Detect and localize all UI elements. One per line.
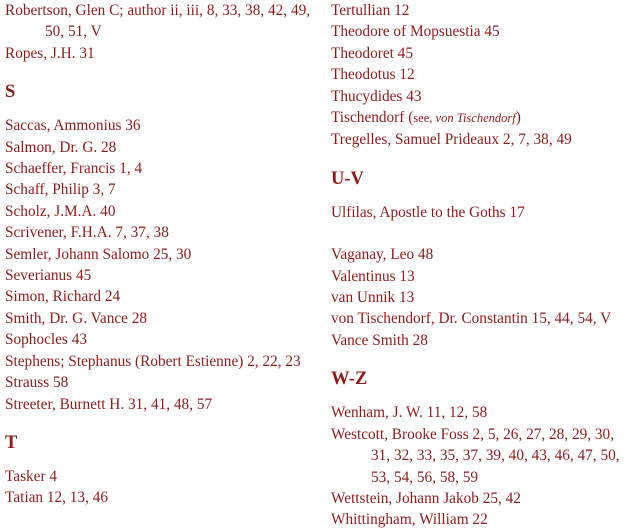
index-entry: Simon, Richard 24 <box>5 288 121 306</box>
index-entry: von Tischendorf, Dr. Constantin 15, 44, 54, V <box>331 310 612 328</box>
index-entry: Tasker 4 <box>5 467 58 485</box>
index-entry: Schaff, Philip 3, 7 <box>5 181 116 199</box>
index-entry: Salmon, Dr. G. 28 <box>5 138 117 156</box>
index-entry: Thucydides 43 <box>331 87 422 105</box>
index-entry: Tertullian 12 <box>331 2 410 19</box>
section-heading-uv: U-V <box>331 168 364 189</box>
index-entry: Smith, Dr. G. Vance 28 <box>5 309 148 327</box>
index-entry: Schaeffer, Francis 1, 4 <box>5 160 143 178</box>
entry-name: Tischendorf ( <box>331 109 414 127</box>
index-entry: Wenham, J. W. 11, 12, 58 <box>331 404 488 422</box>
index-entry: Whittingham, William 22 <box>331 511 488 529</box>
index-entry: Ropes, J.H. 31 <box>5 44 95 62</box>
section-heading-wz: W-Z <box>331 369 368 390</box>
index-entry: Strauss 58 <box>5 374 69 392</box>
spacer <box>331 223 631 244</box>
section-heading-t: T <box>5 432 18 453</box>
index-entry: Vaganay, Leo 48 <box>331 246 434 264</box>
index-entry: Westcott, Brooke Foss 2, 5, 26, 27, 28, 29, 30, 31, 32, 33, 35, 37, 39, 40, 43, 46, 47, 50, 53, 54, 56, 58, 59 <box>331 425 620 486</box>
index-entry: Stephens; Stephanus (Robert Estienne) 2, 22, 23 <box>5 352 301 370</box>
index-entry: Ulfilas, Apostle to the Goths 17 <box>331 203 525 221</box>
index-entry: Scrivener, F.H.A. 7, 37, 38 <box>5 224 169 242</box>
right-column <box>331 0 631 531</box>
index-entry: Tatian 12, 13, 46 <box>5 489 109 507</box>
index-entry: Theodotus 12 <box>331 66 415 84</box>
see-reference-target: von Tischendorf <box>432 111 516 126</box>
index-entry: Robertson, Glen C; author ii, iii, 8, 33, 38, 42, 49, 50, 51, V <box>5 2 311 41</box>
index-entry-tischendorf <box>331 107 631 129</box>
index-entry: Semler, Johann Salomo 25, 30 <box>5 245 192 263</box>
entry-close: ) <box>515 109 521 127</box>
section-heading-s: S <box>5 82 16 103</box>
index-entry: Scholz, J.M.A. 40 <box>5 202 116 220</box>
index-entry: Saccas, Ammonius 36 <box>5 117 141 135</box>
index-entry: Wettstein, Johann Jakob 25, 42 <box>331 489 521 507</box>
left-column <box>5 0 315 509</box>
index-entry: Tregelles, Samuel Prideaux 2, 7, 38, 49 <box>331 131 572 149</box>
index-entry: Valentinus 13 <box>331 267 415 285</box>
index-entry: Theodore of Mopsuestia 45 <box>331 23 500 41</box>
index-entry: Vance Smith 28 <box>331 331 428 349</box>
index-entry: Theodoret 45 <box>331 44 413 62</box>
index-entry: Severianus 45 <box>5 267 92 285</box>
index-entry: van Unnik 13 <box>331 289 415 307</box>
see-reference-label: see, <box>413 111 433 126</box>
index-entry: Sophocles 43 <box>5 331 88 349</box>
index-entry: Streeter, Burnett H. 31, 41, 48, 57 <box>5 395 213 413</box>
